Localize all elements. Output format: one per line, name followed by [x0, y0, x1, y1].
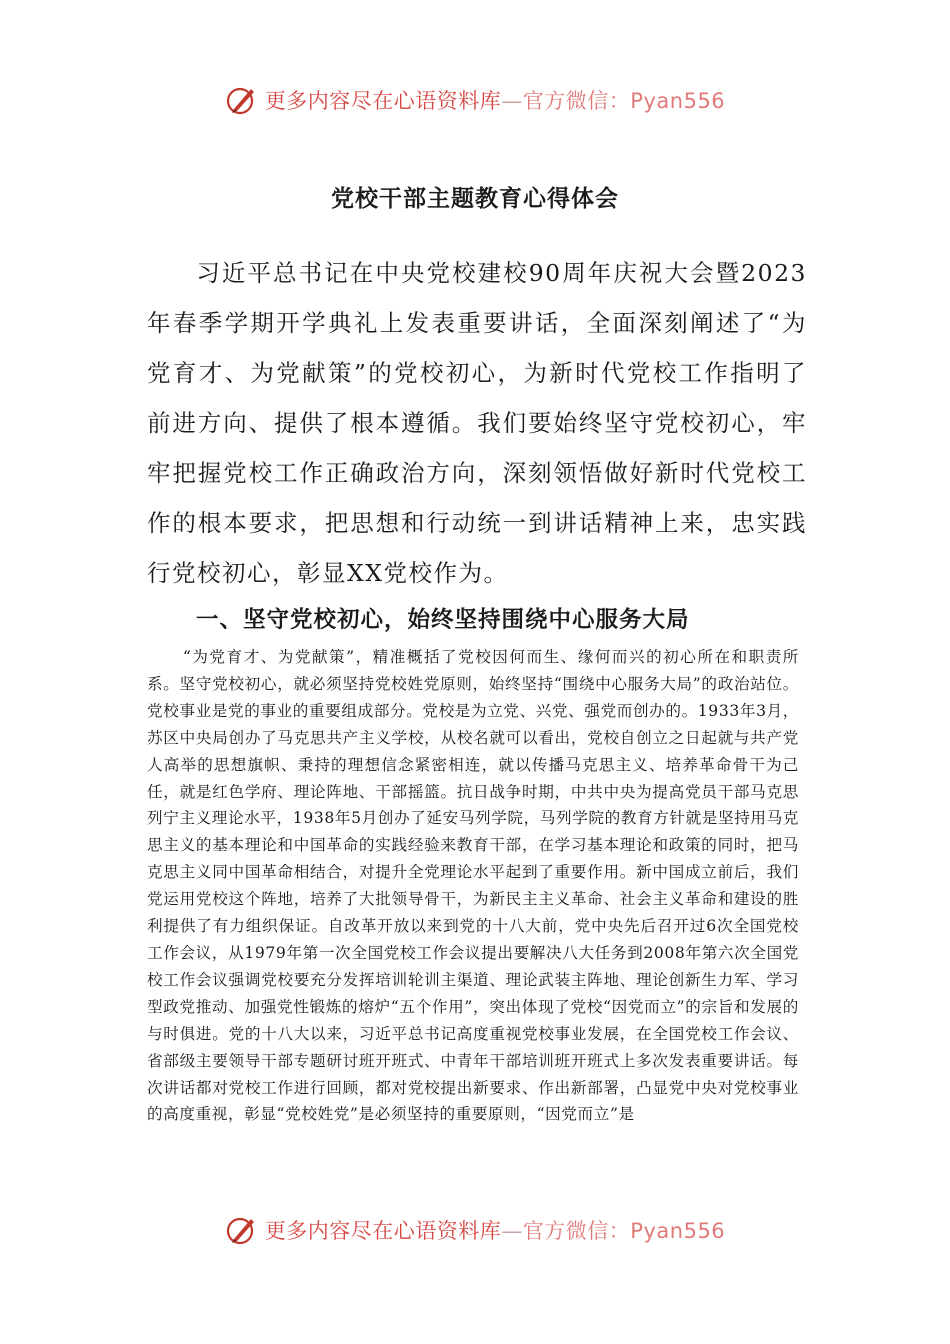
banner-text	[265, 1215, 725, 1245]
banner-text	[265, 85, 725, 115]
header-banner	[0, 78, 950, 122]
pen-circle-logo-icon	[225, 1213, 259, 1247]
banner-separator: —	[501, 1219, 523, 1243]
banner-wechat-text: 官方微信：Pyan556	[522, 1219, 726, 1243]
banner-library-text: 更多内容尽在心语资料库	[264, 1219, 502, 1243]
banner-separator: —	[501, 89, 523, 113]
pen-circle-logo-icon	[225, 83, 259, 117]
intro-paragraph: 习近平总书记在中央党校建校90周年庆祝大会暨2023年春季学期开学典礼上发表重要讲话，全面深刻阐述了“为党育才、为党献策”的党校初心，为新时代党校工作指明了前进方向、提供了根本遵循。我们要始终坚守党校初心，牢牢把握党校工作正确政治方向，深刻领悟做好新时代党校工作的根本要求，把思想和行动统一到讲话精神上来，忠实践行党校初心，彰显XX党校作为。	[147, 259, 807, 587]
document-title: 党校干部主题教育心得体会	[331, 185, 619, 212]
body-paragraph: “为党育才、为党献策”，精准概括了党校因何而生、缘何而兴的初心所在和职责所系。坚守党校初心，就必须坚持党校姓党原则，始终坚持“围绕中心服务大局”的政治站位。党校事业是党的事业的重要组成部分。党校是为立党、兴党、强党而创办的。1933年3月，苏区中央局创办了马克思共产主义学校，从校名就可以看出，党校自创立之日起就与共产党人高举的思想旗帜、秉持的理想信念紧密相连，就以传播马克思主义、培养革命骨干为己任，就是红色学府、理论阵地、干部摇篮。抗日战争时期，中共中央为提高党员干部马克思列宁主义理论水平，1938年5月创办了延安马列学院，马列学院的教育方针就是坚持用马克思主义的基本理论和中国革命的实践经验来教育干部，在学习基本理论和政策的同时，把马克思主义同中国革命相结合，对提升全党理论水平起到了重要作用。新中国成立前后，我们党运用党校这个阵地，培养了大批领导骨干，为新民主主义革命、社会主义革命和建设的胜利提供了有力组织保证。自改革开放以来到党的十八大前，党中央先后召开过6次全国党校工作会议，从1979年第一次全国党校工作会议提出要解决八大任务到2008年第六次全国党校工作会议强调党校要充分发挥培训轮训主渠道、理论武装主阵地、理论创新生力军、学习型政党推动、加强党性锻炼的熔炉“五个作用”，突出体现了党校“因党而立”的宗旨和发展的与时俱进。党的十八大以来，习近平总书记高度重视党校事业发展，在全国党校工作会议、省部级主要领导干部专题研讨班开班式、中青年干部培训班开班式上多次发表重要讲话。每次讲话都对党校工作进行回顾，都对党校提出新要求、作出新部署，凸显党中央对党校事业的高度重视，彰显“党校姓党”是必须坚持的重要原则，“因党而立”是	[147, 648, 799, 1124]
section-heading: 一、坚守党校初心，始终坚持围绕中心服务大局	[196, 607, 690, 633]
banner-library-text: 更多内容尽在心语资料库	[264, 89, 502, 113]
footer-banner	[0, 1208, 950, 1252]
banner-wechat-text: 官方微信：Pyan556	[522, 89, 726, 113]
